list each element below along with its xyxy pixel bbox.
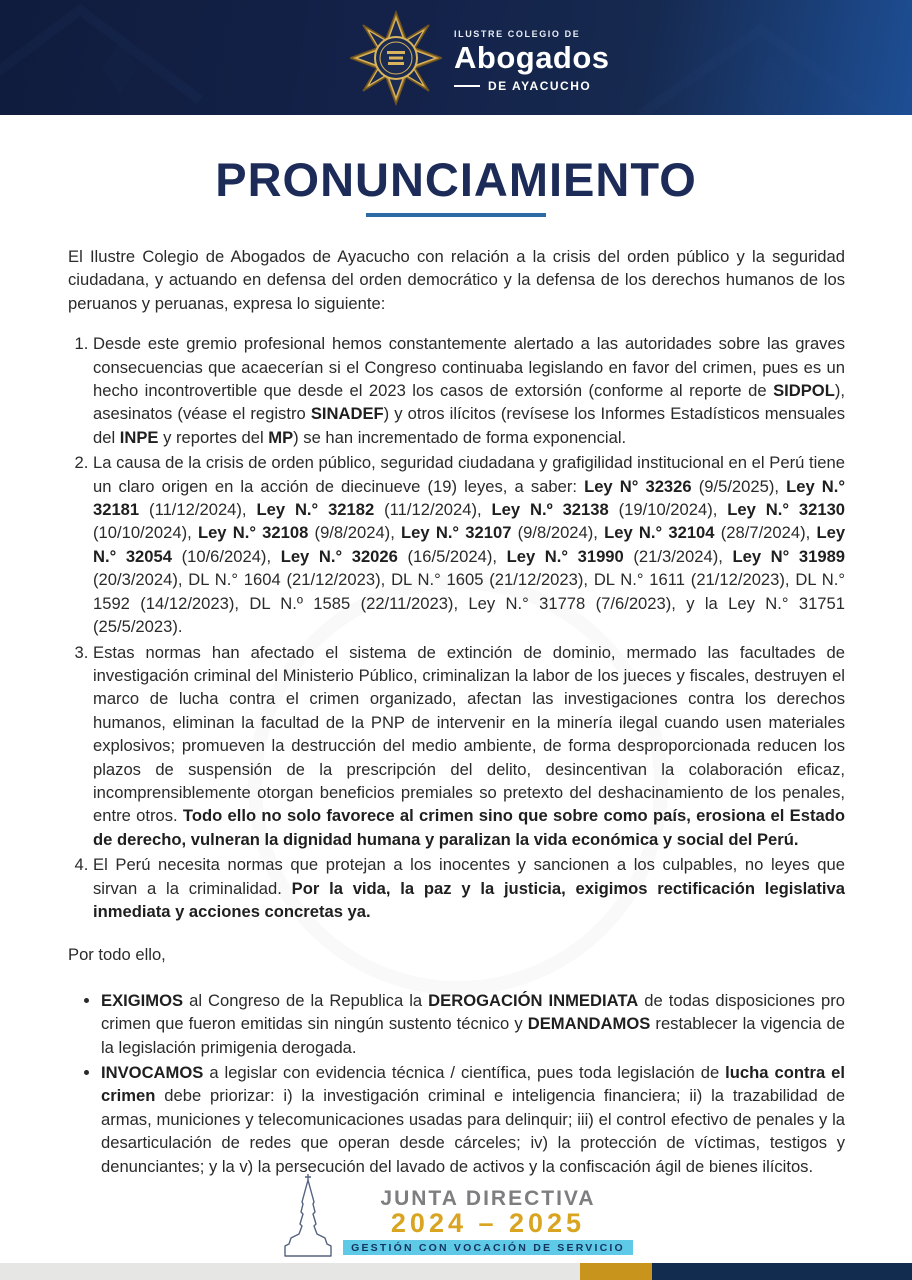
strip-navy-segment: [652, 1263, 912, 1280]
junta-directiva-footer: [0, 1172, 912, 1258]
org-sub-label: DE AYACUCHO: [488, 78, 592, 93]
footer-text-block: [343, 1188, 633, 1258]
bottom-strip: [0, 1263, 912, 1280]
numbered-list: [68, 332, 845, 923]
list-item-2: 2. La causa de la crisis de orden público, seguridad ciudadana y grafigilidad institucional en el Perú tiene un claro origen en la acción de diecinueve (19) leyes, a saber: Ley N° 32326 (9/5/2025), Ley N.° 32181 (11/12/2024), Ley N.° 32182 (11/12/2024), Ley N.º 32138 (19/10/2024), Ley N.° 32130 (10/10/2024), Ley N.° 32108 (9/8/2024), Ley N.° 32107 (9/8/2024), Ley N.° 32104 (28/7/2024), Ley N.° 32054 (10/6/2024), Ley N.° 32026 (16/5/2024), Ley N.° 31990 (21/3/2024), Ley N° 31989 (20/3/2024), DL N.° 1604 (21/12/2023), DL N.° 1605 (21/12/2023), DL N.° 1611 (21/12/2023), DL N.° 1592 (14/12/2023), DL N.º 1585 (22/11/2023), Ley N.° 31778 (7/6/2023), y la Ley N.° 31751 (25/5/2023).: [93, 451, 845, 638]
org-logo: [350, 10, 610, 106]
list-item-3: 3. Estas normas han afectado el sistema de extinción de dominio, mermado las facultades de investigación criminal del Ministerio Público, criminalizan la labor de los jueces y fiscales, destruyen el marco de lucha contra el crimen organizado, afectan las investigaciones contra los derechos humanos, eliminan la facultad de la PNP de intervenir en la minería ilegal cuando usen materiales explosivos; promueven la destrucción del medio ambiente, de forma desproporcionada reducen los plazos de suspensión de la prescripción del delito, desincentivan la colaboración eficaz, incomprensiblemente otorgan beneficios premiales so pretexto del deshacinamiento de los penales, entre otros. Todo ello no solo favorece al crimen sino que sobre como país, erosiona el Estado de derecho, vulneran la dignidad humana y paralizan la vida económica y social del Perú.: [93, 641, 845, 852]
logo-dash: [454, 85, 480, 87]
document-body: [68, 245, 845, 1178]
strip-gray-segment: [0, 1263, 580, 1280]
cathedral-spire-icon: [279, 1172, 337, 1258]
junta-directiva-label: JUNTA DIRECTIVA: [380, 1186, 596, 1210]
header-band: [0, 0, 912, 115]
demands-bullet-list: [68, 989, 845, 1178]
list-item-4: 4. El Perú necesita normas que protejan a los inocentes y sancionen a los culpables, no leyes que sirvan a la criminalidad. Por la vida, la paz y la justicia, exigimos rectificación legislativa inmediata y acciones concretas ya.: [93, 853, 845, 923]
bullet-item-1: • EXIGIMOS al Congreso de la Republica la DEROGACIÓN INMEDIATA de todas disposiciones pro crimen que fueron emitidas sin ningún sustento técnico y DEMANDAMOS restablecer la vigencia de la legislación primigenia derogada.: [101, 989, 845, 1059]
strip-gold-segment: [580, 1263, 652, 1280]
footer-motto-band: GESTIÓN CON VOCACIÓN DE SERVICIO: [343, 1240, 633, 1255]
org-sub-row: [454, 79, 610, 93]
org-name-label: Abogados: [454, 40, 610, 76]
por-todo-ello-line: Por todo ello,: [68, 945, 166, 965]
intro-paragraph: El Ilustre Colegio de Abogados de Ayacucho con relación a la crisis del orden público y la seguridad ciudadana, y actuando en defensa del orden democrático y la defensa de los derechos humanos de los peruanos y peruanas, expresa lo siguiente:: [68, 247, 845, 313]
org-small-label: ILUSTRE COLEGIO DE: [454, 29, 581, 40]
title-underline: [366, 213, 546, 217]
page-title: PRONUNCIAMIENTO: [215, 153, 697, 206]
junta-years-label: 2024 – 2025: [390, 1207, 586, 1238]
bullet-item-2: • INVOCAMOS a legislar con evidencia técnica / científica, pues toda legislación de lucha contra el crimen debe priorizar: i) la investigación criminal e inteligencia financiera; ii) la trazabilidad de armas, municiones y telecomunicaciones usadas para delinquir; iii) el control efectivo de penales y la desarticulación de redes que operan desde cárceles; iv) la protección de víctimas, testigos y denunciantes; y la v) la persecución del lavado de activos y la confiscación ágil de bienes ilícitos.: [101, 1061, 845, 1178]
eight-point-star-seal-icon: [350, 10, 442, 106]
org-logo-text: [454, 23, 610, 92]
list-item-1: 1. Desde este gremio profesional hemos constantemente alertado a las autoridades sobre las graves consecuencias que acaecerían si el Congreso continuaba legislando en favor del crimen, pues es un hecho incontrovertible que desde el 2023 los casos de extorsión (conforme al reporte de SIDPOL), asesinatos (véase el registro SINADEF) y otros ilícitos (revísese los Informes Estadísticos mensuales del INPE y reportes del MP) se han incrementado de forma exponencial.: [93, 332, 845, 449]
